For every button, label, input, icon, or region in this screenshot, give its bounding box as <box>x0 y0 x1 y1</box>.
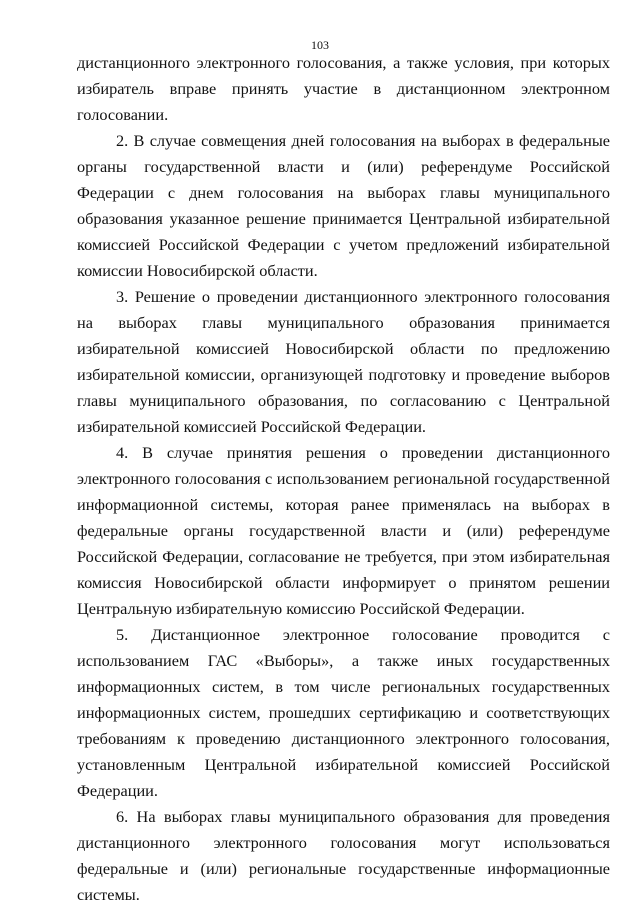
page-number: 103 <box>311 38 329 52</box>
document-body <box>77 50 610 908</box>
paragraph-continuation: дистанционного электронного голосования, а также условия, при которых избиратель вправе принять участие в дистанционном электронном голосовании. <box>77 53 610 124</box>
paragraph-4: 4. В случае принятия решения о проведении дистанционного электронного голосования с использованием региональной государственной информационной системы, которая ранее применялась на выборах в федеральные органы государственной власти и (или) референдуме Российской Федерации, согласование не требуется, при этом избирательная комиссия Новосибирской области информирует о принятом решении Центральную избирательную комиссию Российской Федерации. <box>77 443 610 618</box>
paragraph-3: 3. Решение о проведении дистанционного электронного голосования на выборах главы муниципального образования принимается избирательной комиссией Новосибирской области по предложению избирательной комиссии, организующей подготовку и проведение выборов главы муниципального образования, по согласованию с Центральной избирательной комиссией Российской Федерации. <box>77 287 610 436</box>
paragraph-2: 2. В случае совмещения дней голосования на выборах в федеральные органы государственной власти и (или) референдуме Российской Федерации с днем голосования на выборах главы муниципального образования указанное решение принимается Центральной избирательной комиссией Российской Федерации с учетом предложений избирательной комиссии Новосибирской области. <box>77 131 610 280</box>
paragraph-6: 6. На выборах главы муниципального образования для проведения дистанционного электронного голосования могут использоваться федеральные и (или) региональные государственные информационные системы. <box>77 807 610 904</box>
paragraph-5: 5. Дистанционное электронное голосование проводится с использованием ГАС «Выборы», а также иных государственных информационных систем, в том числе региональных государственных информационных систем, прошедших сертификацию и соответствующих требованиям к проведению дистанционного электронного голосования, установленным Центральной избирательной комиссией Российской Федерации. <box>77 625 610 800</box>
